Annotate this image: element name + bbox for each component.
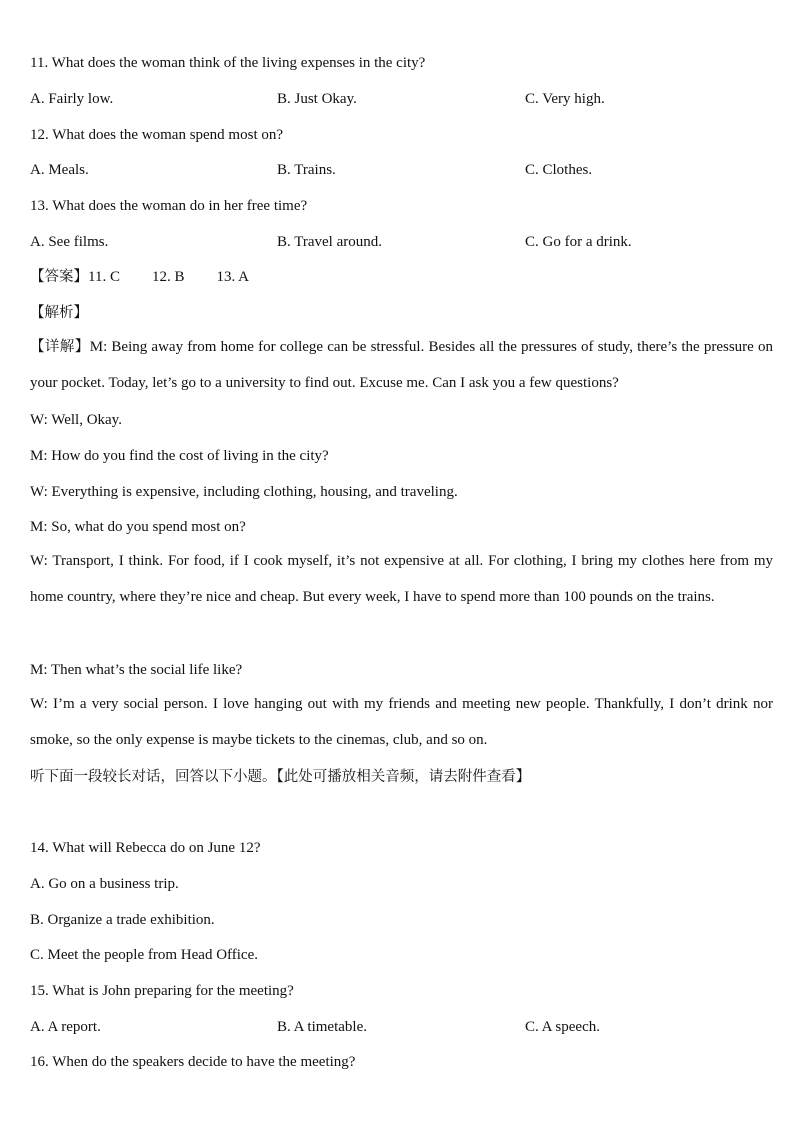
question-11: 11. What does the woman think of the living expenses in the city? — [30, 55, 426, 71]
q13-option-a: A. See films. — [30, 234, 109, 250]
detail-paragraph — [30, 330, 773, 401]
q12-option-c: C. Clothes. — [525, 162, 593, 178]
q14-option-b: B. Organize a trade exhibition. — [30, 912, 215, 928]
answer-item-11: 11. C — [88, 269, 120, 285]
detail-label: 【详解】 — [30, 339, 90, 355]
q15-option-c: C. A speech. — [525, 1019, 600, 1035]
q11-option-a: A. Fairly low. — [30, 91, 114, 107]
dialogue-line: W: Everything is expensive, including clothing, housing, and traveling. — [30, 484, 458, 500]
listening-instruction: 听下面一段较长对话，回答以下小题。【此处可播放相关音频，请去附件查看】 — [30, 769, 531, 785]
dialogue-line: W: I’m a very social person. I love hanging out with my friends and meeting new people. Thankfully, I don’t drink nor smoke, so the only expense is maybe tickets to the cinemas, club, and so on. — [30, 696, 773, 748]
q14-option-a: A. Go on a business trip. — [30, 876, 179, 892]
q15-option-a: A. A report. — [30, 1019, 101, 1035]
dialogue-line: M: Then what’s the social life like? — [30, 662, 243, 678]
dialogue-line: M: How do you find the cost of living in the city? — [30, 448, 329, 464]
q11-option-b: B. Just Okay. — [277, 91, 357, 107]
dialogue-line: W: Transport, I think. For food, if I cook myself, it’s not expensive at all. For clothing, I bring my clothes here from my home country, where they’re nice and cheap. But every week, I have to spend more than 100 pounds on the trains. — [30, 553, 773, 605]
answer-line — [30, 267, 281, 287]
question-16: 16. When do the speakers decide to have the meeting? — [30, 1054, 356, 1070]
q11-option-c: C. Very high. — [525, 91, 605, 107]
question-15: 15. What is John preparing for the meeting? — [30, 983, 294, 999]
question-12: 12. What does the woman spend most on? — [30, 127, 284, 143]
q13-option-b: B. Travel around. — [277, 234, 382, 250]
q15-option-b: B. A timetable. — [277, 1019, 367, 1035]
detail-text: M: Being away from home for college can be stressful. Besides all the pressures of study, there’s the pressure on your pocket. Today, let’s go to a university to find out. Excuse me. Can I ask you a few questions? — [30, 339, 774, 391]
question-14: 14. What will Rebecca do on June 12? — [30, 840, 261, 856]
q14-option-c: C. Meet the people from Head Office. — [30, 947, 258, 963]
question-13: 13. What does the woman do in her free time? — [30, 198, 308, 214]
answer-item-12: 12. B — [151, 269, 185, 285]
q12-option-b: B. Trains. — [277, 162, 336, 178]
q12-option-a: A. Meals. — [30, 162, 89, 178]
q13-option-c: C. Go for a drink. — [525, 234, 632, 250]
answer-label: 【答案】 — [30, 269, 88, 285]
dialogue-line: W: Well, Okay. — [30, 412, 122, 428]
analysis-label: 【解析】 — [30, 305, 88, 321]
dialogue-line: M: So, what do you spend most on? — [30, 519, 246, 535]
answer-item-13: 13. A — [216, 269, 249, 285]
